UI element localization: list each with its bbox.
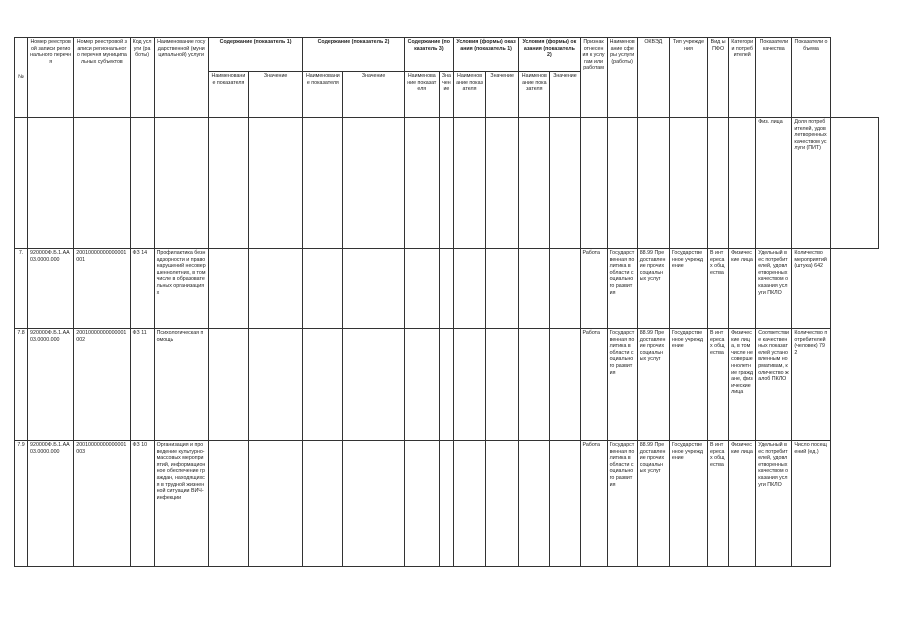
cell-reg-fed: 920000Ф.Б.1.АА03.0000.000	[28, 329, 74, 441]
cell-code: ФЗ 14	[130, 249, 154, 329]
sub-name-header: Наименование показателя	[208, 72, 248, 118]
cell-consumers: Физические лица	[729, 249, 756, 329]
cell-sign: Работа	[580, 329, 607, 441]
cell-okved: 88.99 Предоставление прочих социальных услуг	[637, 329, 669, 441]
sub-value-header: Значение	[249, 72, 303, 118]
cell-reg-fed: 920000Ф.Б.1.АА03.0000.000	[28, 441, 74, 567]
col-service-header: Наименование государственной (муниципальной) услуги	[154, 38, 208, 118]
col-sign-header: Признак отнесения к услугам или работам	[580, 38, 607, 118]
header-row-1	[15, 38, 879, 72]
cell-sphere: Государственная политика в области социального развития	[607, 329, 637, 441]
sub-value-header: Значение	[439, 72, 453, 118]
cell-volume: Количество потребителей (человек) 792	[792, 329, 830, 441]
col-reg-reg-header: Номер реестровой записи регионального перечня муниципальных субъектов	[74, 38, 130, 118]
col-code-header: Код услуги (работы)	[130, 38, 154, 118]
table-row-partial	[15, 118, 879, 249]
cell-vid: В интересах общества	[708, 329, 729, 441]
cell-consumers: Физические лица	[729, 441, 756, 567]
cell-code: ФЗ 11	[130, 329, 154, 441]
col-reg-fed-header: Номер реестровой записи регионального перечня	[28, 38, 74, 118]
table-row	[15, 441, 879, 567]
cell-num: 7.8	[15, 329, 28, 441]
cell-consumers: Физ. лица	[756, 118, 792, 249]
cell-type: Государственное учреждение	[669, 249, 707, 329]
cell-reg-reg: 20010000000000001001	[74, 249, 130, 329]
sub-value-header: Значение	[343, 72, 404, 118]
cell-service: Психологическая помощь	[154, 329, 208, 441]
cell-sphere: Государственная политика в области социального развития	[607, 441, 637, 567]
cell-volume: Количество мероприятий (штука) 642	[792, 249, 830, 329]
cell-vid: В интересах общества	[708, 441, 729, 567]
cell-quality: Удельный вес потребителей, удовлетворенных качеством оказания услуги ПКЛО	[756, 249, 792, 329]
table-row	[15, 329, 879, 441]
col-okved-header: ОКВЭД	[637, 38, 669, 118]
cell-quality: Соответствие качественных показателей установленным нормативам, количество жалоб ПКЛО	[756, 329, 792, 441]
col-volume-header: Показатели объема	[792, 38, 830, 118]
cell-type: Государственное учреждение	[669, 329, 707, 441]
cell-sign: Работа	[580, 441, 607, 567]
cell-reg-fed: 920000Ф.Б.1.АА03.0000.000	[28, 249, 74, 329]
cell-quality: Доля потребителей, удовлетворенных качеством услуги (ПИТ)	[792, 118, 830, 249]
col-cond2-header: Условия (формы) оказания (показатель 2)	[519, 38, 580, 72]
cell-service: Организация и проведение культурно-массовых мероприятий, информационное обеспечение граждан, находящихся в трудной жизненной ситуации ВИЧ-инфекции	[154, 441, 208, 567]
col-cond1-header: Условия (формы) оказания (показатель 1)	[453, 38, 518, 72]
col-vid-header: Вид ы ПФО	[708, 38, 729, 118]
col-content2-header: Содержание (показатель 2)	[303, 38, 404, 72]
cell-code: ФЗ 10	[130, 441, 154, 567]
sub-name-header: Наименование показателя	[519, 72, 550, 118]
cell-sphere: Государственная политика в области социального развития	[607, 249, 637, 329]
cell-reg-reg: 20010000000000001002	[74, 329, 130, 441]
col-content3-header: Содержание (показатель 3)	[404, 38, 453, 72]
sub-value-header: Значение	[550, 72, 580, 118]
col-sphere-header: Наименование сферы услуги (работы)	[607, 38, 637, 118]
col-consumers-header: Категории потребителей	[729, 38, 756, 118]
cell-service: Профилактика безнадзорности и правонарушений несовершеннолетних, в том числе в образовательных организациях	[154, 249, 208, 329]
sub-value-header: Значение	[486, 72, 519, 118]
cell-reg-reg: 20010000000000001003	[74, 441, 130, 567]
col-content1-header: Содержание (показатель 1)	[208, 38, 302, 72]
registry-table	[14, 37, 879, 567]
sub-name-header: Наименование показателя	[404, 72, 439, 118]
col-quality-header: Показатели качества	[756, 38, 792, 118]
cell-quality: Удельный вес потребителей, удовлетворенных качеством оказания услуги ПКЛО	[756, 441, 792, 567]
cell-sign: Работа	[580, 249, 607, 329]
cell-okved: 88.99 Предоставление прочих социальных услуг	[637, 441, 669, 567]
cell-okved: 88.99 Предоставление прочих социальных услуг	[637, 249, 669, 329]
table-row	[15, 249, 879, 329]
sub-name-header: Наименование показателя	[303, 72, 343, 118]
cell-num: 7.9	[15, 441, 28, 567]
col-num-header: №	[15, 38, 28, 118]
cell-type: Государственное учреждение	[669, 441, 707, 567]
cell-num: 7.	[15, 249, 28, 329]
col-type-header: Тип учреждения	[669, 38, 707, 118]
cell-consumers: Физические лица, в том числе несовершеннолетние граждане, физические лица	[729, 329, 756, 441]
sub-name-header: Наименование показателя	[453, 72, 485, 118]
cell-vid: В интересах общества	[708, 249, 729, 329]
cell-volume: Число посещений (ед.)	[792, 441, 830, 567]
